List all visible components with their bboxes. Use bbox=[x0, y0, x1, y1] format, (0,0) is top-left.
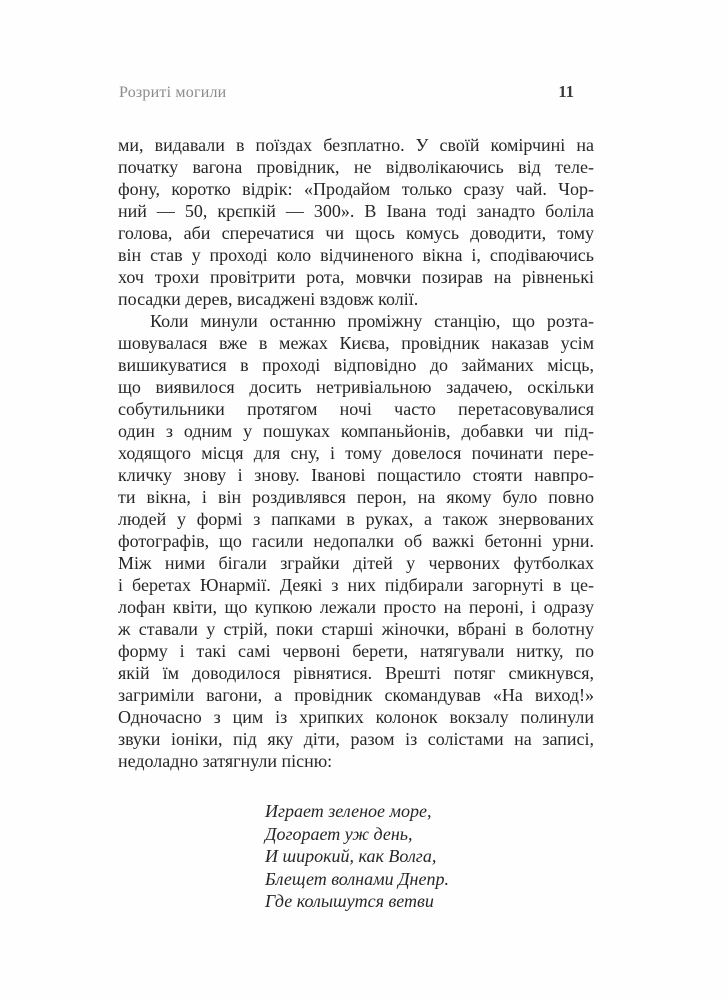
text-line: ж ставали у стрій, поки старші жіночки, вбрані в болотну bbox=[118, 619, 594, 639]
text-line: шовувалася вже в межах Києва, провідник наказав усім bbox=[118, 333, 594, 353]
text-line: голова, аби сперечатися чи щось комусь доводити, тому bbox=[118, 223, 594, 243]
text-line: фотографів, що гасили недопалки об важкі бетонні урни. bbox=[118, 531, 594, 551]
text-line: недоладно затягнули пісню: bbox=[118, 751, 333, 771]
text-line: один з одним у пошуках компаньйонів, добавки чи під- bbox=[118, 421, 594, 441]
text-line: ти вікна, і він роздивлявся перон, на якому було повно bbox=[118, 487, 594, 507]
verse-line: И широкий, как Волга, bbox=[265, 846, 437, 866]
text-line: загриміли вагони, а провідник скомандував «На виход!» bbox=[118, 685, 594, 705]
text-line: Між ними бігали зграйки дітей у червоних футболках bbox=[118, 553, 594, 573]
text-line: собутильники протягом ночі часто перетасовувалися bbox=[118, 399, 594, 419]
text-line: форму і такі самі червоні берети, натягували нитку, по bbox=[118, 641, 594, 661]
verse-line: Играет зеленое море, bbox=[265, 801, 432, 821]
text-line: ходящого місця для сну, і тому довелося починати пере- bbox=[118, 443, 594, 463]
text-line: кличку знову і знову. Іванові пощастило стояти навпро- bbox=[118, 465, 594, 485]
text-line: вишикуватися в проході відповідно до займаних місць, bbox=[118, 355, 594, 375]
text-line: хоч трохи провітрити рота, мовчки позирав на рівненькі bbox=[118, 267, 594, 287]
text-line: людей у формі з папками в руках, а також знервованих bbox=[118, 509, 594, 529]
text-line: фону, коротко відрік: «Продайом только сразу чай. Чор- bbox=[118, 179, 594, 199]
text-line: і беретах Юнармії. Деякі з них підбирали загорнуті в це- bbox=[118, 575, 594, 595]
text-line: початку вагона провідник, не відволікаючись від теле- bbox=[118, 157, 594, 177]
verse-line: Блещет волнами Днепр. bbox=[265, 868, 449, 889]
text-line: якій їм доводилося рівнятися. Врешті потяг смикнувся, bbox=[118, 663, 594, 683]
text-line: лофан квіти, що купкою лежали просто на пероні, і одразу bbox=[118, 597, 594, 617]
text-line: він став у проході коло відчиненого вікна і, сподіваючись bbox=[118, 245, 594, 265]
text-line: Коли минули останню проміжну станцію, що розта- bbox=[150, 311, 594, 331]
text-line: що виявилося досить нетривіальною задачею, оскільки bbox=[118, 377, 594, 397]
running-header bbox=[119, 82, 592, 102]
verse-line: Догорает уж день, bbox=[265, 823, 413, 844]
text-line: Одночасно з цим із хрипких колонок вокзалу полинули bbox=[118, 707, 594, 727]
verse-line: Где колышутся ветви bbox=[265, 891, 434, 911]
verse bbox=[265, 800, 594, 913]
running-title: Розриті могили bbox=[119, 84, 227, 101]
body-text bbox=[118, 134, 594, 913]
text-line: звуки іоніки, під яку діти, разом із солістами на записі, bbox=[118, 729, 594, 749]
text-line: ми, видавали в поїздах безплатно. У своїй комірчині на bbox=[118, 135, 594, 155]
page-number: 11 bbox=[558, 82, 574, 101]
text-line: посадки дерев, висаджені вздовж колії. bbox=[118, 289, 419, 309]
text-line: ний — 50, крєпкій — 300». В Івана тоді занадто боліла bbox=[118, 201, 594, 221]
